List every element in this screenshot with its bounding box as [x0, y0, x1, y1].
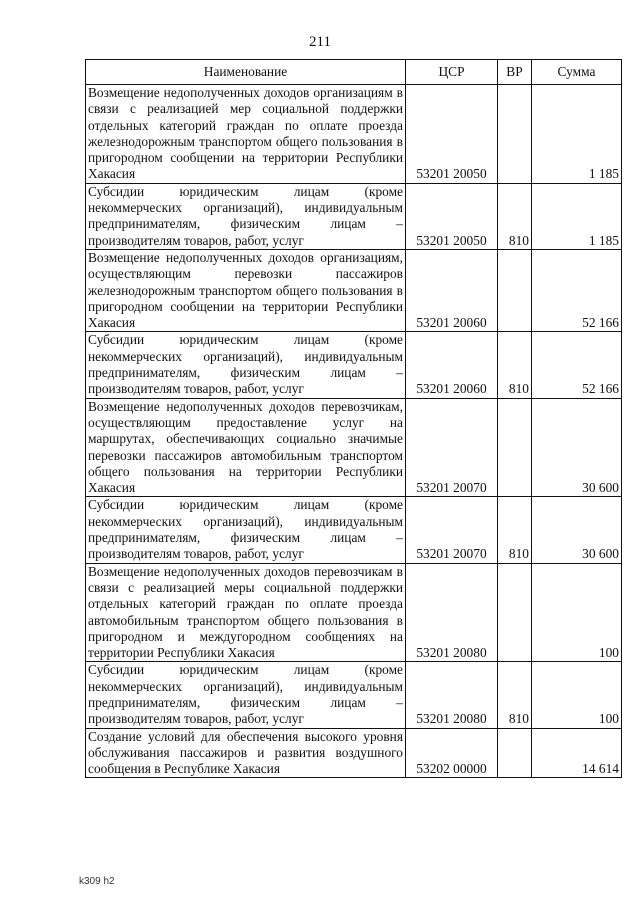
row-sum: 30 600	[532, 497, 622, 563]
row-vr	[498, 728, 532, 778]
row-sum: 52 166	[532, 332, 622, 398]
row-name: Создание условий для обеспечения высокого уровня обслуживания пассажиров и развития воздушного сообщения в Республике Хакасия	[86, 728, 406, 778]
row-vr: 810	[498, 183, 532, 249]
row-sum: 100	[532, 563, 622, 662]
row-csr: 53201 20070	[406, 497, 498, 563]
row-vr	[498, 398, 532, 497]
footer-code: k309 h2	[79, 876, 115, 887]
table-row	[86, 497, 622, 563]
row-csr: 53201 20050	[406, 85, 498, 184]
row-csr: 53201 20060	[406, 332, 498, 398]
column-header-vr: ВР	[498, 60, 532, 85]
row-name: Субсидии юридическим лицам (кроме некоммерческих организаций), индивидуальным предпринимателям, физическим лицам – производителям товаров, работ, услуг	[86, 332, 406, 398]
row-csr: 53201 20070	[406, 398, 498, 497]
page-number: 211	[309, 34, 331, 50]
table-row	[86, 183, 622, 249]
row-name: Возмещение недополученных доходов организациям, осуществляющим перевозки пассажиров железнодорожным транспортом общего пользования в пригородном сообщении на территории Республики Хакасия	[86, 249, 406, 331]
row-vr: 810	[498, 497, 532, 563]
column-header-sum: Сумма	[532, 60, 622, 85]
table-row	[86, 398, 622, 497]
row-sum: 1 185	[532, 183, 622, 249]
row-sum: 52 166	[532, 249, 622, 331]
column-header-name: Наименование	[86, 60, 406, 85]
row-csr: 53201 20050	[406, 183, 498, 249]
row-sum: 100	[532, 662, 622, 728]
row-vr	[498, 85, 532, 184]
row-name: Возмещение недополученных доходов организациям в связи с реализацией мер социальной поддержки отдельных категорий граждан по оплате проезда железнодорожным транспортом общего пользования в пригородном сообщении на территории Республики Хакасия	[86, 85, 406, 184]
table-row	[86, 662, 622, 728]
row-csr: 53201 20060	[406, 249, 498, 331]
row-name: Субсидии юридическим лицам (кроме некоммерческих организаций), индивидуальным предпринимателям, физическим лицам – производителям товаров, работ, услуг	[86, 662, 406, 728]
row-name: Субсидии юридическим лицам (кроме некоммерческих организаций), индивидуальным предпринимателям, физическим лицам – производителям товаров, работ, услуг	[86, 183, 406, 249]
table-row	[86, 332, 622, 398]
table-row	[86, 249, 622, 331]
row-csr: 53202 00000	[406, 728, 498, 778]
table-header-row	[86, 60, 622, 85]
table-row	[86, 85, 622, 184]
row-name: Возмещение недополученных доходов перевозчикам, осуществляющим предоставление услуг на маршрутах, обеспечивающих социально значимые перевозки пассажиров автомобильным транспортом общего пользования на территории Республики Хакасия	[86, 398, 406, 497]
row-sum: 14 614	[532, 728, 622, 778]
row-vr	[498, 563, 532, 662]
row-sum: 1 185	[532, 85, 622, 184]
row-vr: 810	[498, 662, 532, 728]
row-csr: 53201 20080	[406, 563, 498, 662]
budget-table	[85, 59, 622, 778]
row-name: Возмещение недополученных доходов перевозчикам в связи с реализацией меры социальной поддержки отдельных категорий граждан по оплате проезда автомобильным транспортом общего пользования в пригородном и междугородном сообщениях на территории Республики Хакасия	[86, 563, 406, 662]
row-csr: 53201 20080	[406, 662, 498, 728]
column-header-csr: ЦСР	[406, 60, 498, 85]
table-row	[86, 563, 622, 662]
row-sum: 30 600	[532, 398, 622, 497]
row-vr	[498, 249, 532, 331]
table-row	[86, 728, 622, 778]
row-name: Субсидии юридическим лицам (кроме некоммерческих организаций), индивидуальным предпринимателям, физическим лицам – производителям товаров, работ, услуг	[86, 497, 406, 563]
row-vr: 810	[498, 332, 532, 398]
